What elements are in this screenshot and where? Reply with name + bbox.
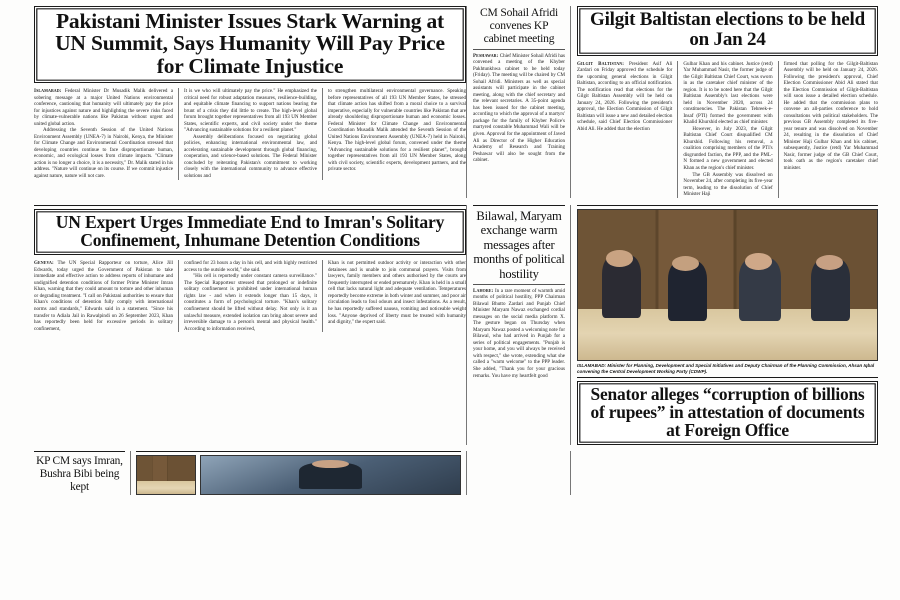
article-bilawal (466, 205, 570, 445)
climate-col2-p2: Assembly deliberations focused on negotiating global policies, enhancing international environmental law, and accelerating sustainable development through global financing, cooperation, and science-based solutions. The Federal Minister concluded by reiterating Pakistan's commitment to working closely with the international community to advance effective solutions and (184, 133, 317, 179)
article-kp-cm-bushra (34, 451, 130, 495)
headline-wrap-kp-cabinet (473, 6, 565, 49)
headline-imran: UN Expert Urges Immediate End to Imran's Solitary Confinement, Inhumane Detention Conditions (55, 211, 445, 250)
article-climate (34, 6, 466, 198)
divider (473, 205, 565, 206)
dateline-imran: Geneva: (34, 260, 54, 267)
climate-columns (34, 88, 466, 179)
photo-floor (137, 481, 195, 494)
imran-col-1 (34, 260, 178, 332)
divider (34, 205, 466, 206)
gilgit-col2-p2: However, in July 2023, the Gilgit Baltistan Chief Court disqualified CM Khurshid. Following his removal, a coalition comprising members of the PTI's disgruntled faction, the PPP, and the PML-N formed a new government and elected Khan as the region's chief minister. (683, 125, 773, 171)
photo-person-head (745, 253, 772, 270)
headline-bilawal: Bilawal, Maryam exchange warm messages after months of political hostility (473, 208, 565, 282)
gilgit-col2-p3: The GB Assembly was dissolved on November 24, after completing its five-year term, leading to the dissolution of Chief Minister Haji (683, 171, 773, 198)
gilgit-col3-text: firmed that polling for the Gilgit-Baltistan Assembly will be held on January 24, 2026. Following the president's approval, Chief Election Commissioner Abid Ali stated that the Election Commission of Gilgit-Baltistan will soon issue a detailed election schedule. He added that the commission plans to convene an all-parties conference to hold consultations with political stakeholders. The previous GB Assembly completed its five-year tenure and was dissolved on November 24, resulting in the dissolution of Chief Minister Haji Gulbar Khan and his cabinet, subsequently, Justice (retd) Yar Muhammad Nasir, former judge of the GB Chief Court, took oath as the region's caretaker chief minister. (783, 60, 878, 171)
top-region (34, 6, 878, 198)
photo-person-head (312, 460, 348, 468)
photo-caption: ISLAMABAD: Minister for Planning, Development and Special Initiatives and Deputy Chairman of the Planning Commission, Ahsan Iqbal convening the Central Development Working Party (CDWP). (577, 362, 875, 374)
headline-senator: Senator alleges “corruption of billions of rupees” in attestation of documents at Foreign Office (590, 383, 865, 440)
headline-gilgit: Gilgit Baltistan elections to be held on Jan 24 (590, 9, 865, 50)
bottom-photo-row (136, 455, 461, 495)
divider (473, 284, 565, 285)
gilgit-col-1 (577, 61, 677, 198)
divider (34, 451, 125, 452)
gilgit-columns (577, 61, 878, 198)
gilgit-col2-p1: Gulbar Khan and his cabinet. Justice (retd) Yar Muhammad Nasir, the former judge of the Gilgit Baltistan Chief Court, was sworn in as the caretaker chief minister of the region. It is to be noted here that the Gilgit Baltistan Assembly's last elections were held in November 2020, across 24 constituencies. The Pakistan Tehreek-e-Insaf (PTI) formed the government with Khalid Khurshid elected as chief minister. (683, 60, 773, 126)
headline-kp-cabinet: CM Sohail Afridi convenes KP cabinet meeting (480, 6, 558, 46)
headline-box-gilgit (577, 6, 878, 56)
bottom-region (34, 451, 878, 495)
climate-col1-p1: Federal Minister Dr Musadik Malik delivered a sobering message at a major United Nations environmental conference, cautioning that humanity will ultimately pay the price for injustices against nature and highlighting the severe risks faced by climate-vulnerable nations like Pakistan without urgent and united global action. (34, 88, 174, 127)
bottom-photo-area (130, 451, 466, 495)
imran-columns (34, 260, 466, 332)
headline-box-climate (34, 6, 466, 83)
kp-cabinet-text: Chief Minister Sohail Afridi has convened a meeting of the Khyber Pakhtunkhwa cabinet to be held today (Friday). The meeting will be chaired by CM Sohail Afridi. Ministers as well as special assistants will participate in the cabinet meeting, along with the chief secretary and the relevant secretaries. A 35-point agenda has been issued for the cabinet meeting, according to which the approval of a martyrs' package for the family of Khyber Police's martyred constable Muhammad Wali will be given. Approval for the appointment of Javed Ali as Director of the Higher Education Academy of Research and Training Peshawar will also be sought from the cabinet. (473, 52, 565, 164)
photo-background (137, 456, 195, 481)
climate-col1-p2: Addressing the Seventh Session of the United Nations Environment Assembly (UNEA-7) in Nairobi, Kenya, the Minister for Climate Change and Environmental Coordination stressed that developing countries continue to face disproportionate human, economic, and ecological losses from climate impacts. "Climate action is no longer a choice, it is a necessity," Dr. Malik stated in his address. "Nature will continue on its course. If we commit injustice against nature, nature will not care. (34, 127, 174, 179)
divider (577, 377, 878, 378)
divider (577, 205, 878, 206)
climate-col2-p1: It is we who will ultimately pay the price." He emphasized the critical need for robust adaptation measures, resilience-building, and equitable climate financing to support nations bearing the brunt of a crisis they did little to create. The high-level global forum brought together representatives from all 193 UN Member States, scientific experts, and civil society under the theme "Advancing sustainable solutions for a resilient planet." (184, 88, 317, 134)
climate-col-2 (178, 88, 322, 179)
article-gilgit (570, 6, 878, 198)
dateline-kp-cabinet: Peshawar: (473, 52, 499, 59)
dateline-climate: Islamabad: (34, 88, 62, 95)
kp-cabinet-body (473, 53, 565, 164)
gilgit-col-3 (778, 61, 878, 198)
imran-col3-text: Khan is not permitted outdoor activity or interaction with other detainees and is unable to join communal prayers. Visits from lawyers, family members and others authorised by the courts are frequently interrupted or ended prematurely. Khan is held in a small cell that lacks natural light and adequate ventilation. Temperatures reportedly become extreme in both winter and summer, and poor air circulation leads to foul odours and insect infestations. As a result, he has reportedly suffered nausea, vomiting and noticeable weight loss. "Anyone deprived of liberty must be treated with humanity and dignity," the expert said. (328, 260, 466, 326)
divider (136, 451, 461, 452)
divider (473, 49, 565, 50)
photo-foreground (578, 334, 877, 360)
climate-col-1 (34, 88, 178, 179)
gilgit-col-2 (677, 61, 777, 198)
imran-col2-p2: "His cell is reportedly under constant camera surveillance." The Special Rapporteur stressed that prolonged or indefinite solitary confinement is prohibited under international human rights law - and when it extends longer than 15 days, it constitutes a form of psychological torture. "Khan's solitary confinement should be lifted without delay. Not only is it an unlawful measure, extended isolation can bring about severe and irreversible damage to a person's mental and physical health." According to information received, (184, 273, 317, 332)
imran-col1-text: The UN Special Rapporteur on torture, Alice Jill Edwards, today urged the Government of Pakistan to take immediate and effective action to address reports of inhumane and undignified detention conditions of former Prime Minister Imran Khan, warning that they could amount to torture and other inhuman or degrading treatment. "I call on Pakistani authorities to ensure that Khan's conditions of detention fully comply with international norms and standards," Edwards said in a statement. "Since his transfer to Adiala Jail in Rawalpindi on 26 September 2023, Khan has reportedly been held for excessive periods in solitary confinement, (34, 260, 174, 332)
photo-thumb-1 (136, 455, 196, 495)
imran-col2-p1: confined for 23 hours a day in his cell, and with highly restricted access to the outside world," she said. (184, 260, 317, 273)
headline-box-imran (34, 209, 466, 256)
photo-thumb-2 (200, 455, 461, 495)
headline-kp-cm-bushra: KP CM says Imran, Bushra Bibi being kept (36, 455, 123, 494)
bottom-col-bilawal-cont (466, 451, 570, 495)
bilawal-body (473, 288, 565, 379)
gilgit-col1-text: President Asif Ali Zardari on Friday approved the schedule for the upcoming general elections in Gilgit Baltistan, according to an official notification. The notification read that elections for the Gilgit Baltistan Assembly will be held on January 24, 2026. Following the president's approval, the Election Commission of Gilgit Baltistan will issue a new and detailed election schedule, said Chief Election Commissioner Abid Ali. He added that the election (577, 60, 673, 132)
article-imran (34, 205, 466, 445)
bilawal-text: In a rare moment of warmth amid months of political hostility, PPP Chairman Bilawal Bhutto Zardari and Punjab Chief Minister Maryam Nawaz exchanged cordial messages on the social media platform X. The gesture began on Thursday when Maryam Nawaz posted a welcoming note for Bilawal, who had arrived in Punjab for a series of political engagements. "Punjab is your home, and you will always be received with respect," she wrote, extending what she called a "warm welcome" to the PPP leader. She added, "Thank you for your gracious remarks. You have my heartfelt good (473, 287, 565, 379)
bottom-col-senator-cont (570, 451, 878, 495)
photo-cdwp-meeting (577, 209, 878, 361)
photo-person-head (816, 255, 843, 270)
dateline-gilgit: Gilgit Baltistan: (577, 60, 625, 67)
article-kp-cabinet (466, 6, 570, 198)
headline-climate: Pakistani Minister Issues Stark Warning at UN Summit, Says Humanity Will Pay Price for Climate Injustice (55, 9, 445, 78)
photo-person-head (606, 250, 633, 267)
headline-box-senator (577, 381, 878, 445)
dateline-bilawal: Lahore: (473, 287, 494, 294)
imran-col-3 (322, 260, 466, 332)
imran-col-2 (178, 260, 322, 332)
second-region (34, 205, 878, 445)
climate-col-3 (322, 88, 466, 179)
photo-and-senator (570, 205, 878, 445)
climate-col3-p1: to strengthen multilateral environmental governance. Speaking before representatives of all 193 UN Member States, he stressed that climate action has shifted from a moral choice to a survival imperative, especially for vulnerable countries like Pakistan that are already shouldering disproportionate human and economic losses. Federal Minister for Climate Change and Environmental Coordination Musadik Malik attended the Seventh Session of the United Nations Environment Assembly (UNEA-7) held in Nairobi, Kenya. The high-level global forum, convened under the theme "Advancing sustainable solutions for a resilient planet", brought together representatives from all 193 UN Member States, along with civil society, scientific experts, development partners, and the private sector. (328, 88, 466, 173)
